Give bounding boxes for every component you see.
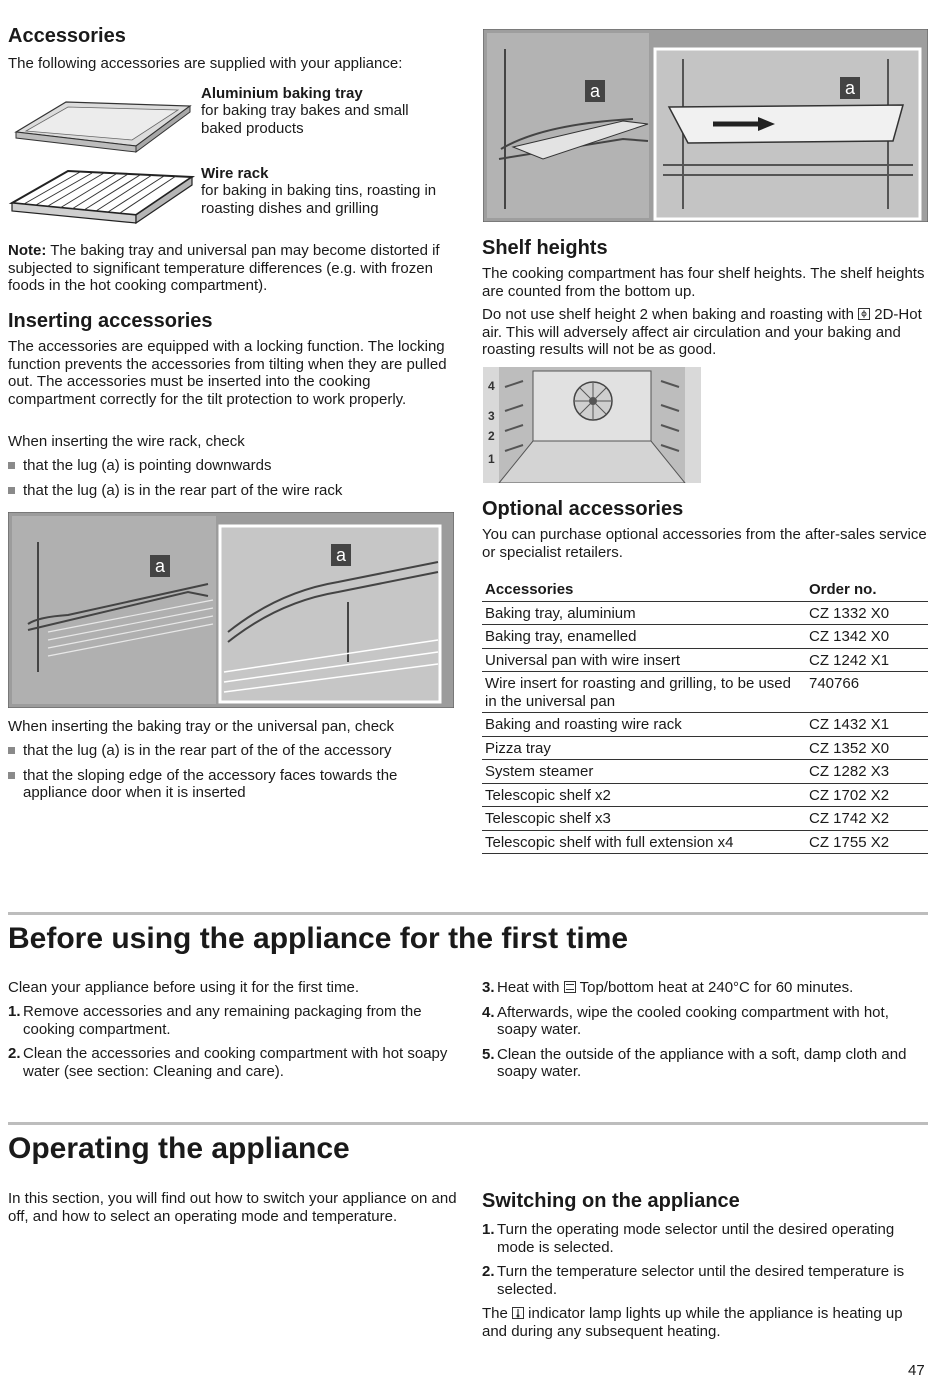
accessories-title: Accessories xyxy=(8,25,126,47)
table-header-order-no: Order no. xyxy=(809,581,877,598)
rack-title: Wire rack xyxy=(201,165,269,182)
rack-bullet: that the lug (a) is in the rear part of the wire rack xyxy=(8,482,456,500)
table-row xyxy=(482,760,928,784)
tray-check: When inserting the baking tray or the universal pan, check xyxy=(8,718,395,735)
note-text: The baking tray and universal pan may become distorted if subjected to significant temperature differences (e.g. with frozen foods in the hot cooking compartment). xyxy=(8,242,440,294)
lamp-text-a: The xyxy=(482,1305,513,1322)
table-row xyxy=(482,625,928,649)
table-cell-order-no: CZ 1755 X2 xyxy=(809,833,890,851)
table-cell-accessory: Wire insert for roasting and grilling, to be used in the universal pan xyxy=(485,675,791,710)
table-cell-order-no: CZ 1432 X1 xyxy=(809,716,890,733)
table-cell-accessory: Telescopic shelf with full extension x4 xyxy=(485,833,734,851)
tray-bullet: that the sloping edge of the accessory faces towards the appliance door when it is inserted xyxy=(8,767,448,802)
before-step xyxy=(8,1045,454,1080)
shelf-level-labels xyxy=(488,376,495,469)
step-number: 1. xyxy=(482,1221,495,1238)
shelf-heights-para2-b: 2D-Hot air. This will adversely affect air circulation and your baking and roasting results will not be as good. xyxy=(482,306,922,358)
step-text-b: Top/bottom heat at 240°C for 60 minutes. xyxy=(575,979,854,996)
wire-rack-insertion-figure xyxy=(8,512,454,708)
step-text: Afterwards, wipe the cooled cooking compartment with hot, soapy water. xyxy=(497,1003,889,1038)
table-cell-accessory: Universal pan with wire insert xyxy=(485,651,681,669)
step-text: Clean the outside of the appliance with a soft, damp cloth and soapy water. xyxy=(497,1045,907,1080)
table-cell-order-no: CZ 1342 X0 xyxy=(809,628,890,645)
rack-bullet: that the lug (a) is pointing downwards xyxy=(8,457,456,475)
lug-label: a xyxy=(331,544,351,566)
shelf-heights-title: Shelf heights xyxy=(482,237,608,259)
shelf-level-4: 4 xyxy=(488,379,495,393)
step-number: 2. xyxy=(482,1263,495,1280)
shelf-heights-para1: The cooking compartment has four shelf heights. The shelf heights are counted from the bottom up. xyxy=(482,265,925,300)
table-cell-accessory: Baking tray, aluminium xyxy=(485,604,636,622)
table-cell-order-no: CZ 1332 X0 xyxy=(809,604,890,622)
lug-label: a xyxy=(150,555,170,577)
table-cell-order-no: CZ 1282 X3 xyxy=(809,763,890,780)
lug-label: a xyxy=(840,77,860,99)
lug-label: a xyxy=(585,80,605,102)
lamp-text-b: indicator lamp lights up while the appliance is heating up and during any subsequent heating. xyxy=(482,1305,903,1340)
step-number: 1. xyxy=(8,1003,21,1020)
table-header-row xyxy=(482,578,928,601)
table-row xyxy=(482,672,928,713)
table-cell-order-no: 740766 xyxy=(809,675,860,692)
heating-indicator-icon xyxy=(512,1307,524,1319)
tray-bullet: that the lug (a) is in the rear part of the of the accessory xyxy=(8,742,448,760)
table-cell-accessory: Telescopic shelf x3 xyxy=(485,810,611,827)
step-number: 2. xyxy=(8,1045,21,1062)
optional-para: You can purchase optional accessories from the after-sales service or specialist retailers. xyxy=(482,526,927,561)
table-cell-accessory: System steamer xyxy=(485,763,594,780)
page-number: 47 xyxy=(908,1362,925,1379)
rack-check: When inserting the wire rack, check xyxy=(8,433,245,450)
table-cell-accessory: Baking and roasting wire rack xyxy=(485,716,682,733)
tray-title: Aluminium baking tray xyxy=(201,85,363,102)
table-header-accessories: Accessories xyxy=(485,581,574,598)
accessories-intro: The following accessories are supplied with your appliance: xyxy=(8,55,403,72)
hot-air-2d-icon xyxy=(858,308,870,320)
table-cell-order-no: CZ 1702 X2 xyxy=(809,786,890,804)
step-number: 4. xyxy=(482,1003,495,1021)
table-row xyxy=(482,713,928,737)
inserting-title: Inserting accessories xyxy=(8,310,213,332)
note xyxy=(8,242,458,295)
top-bottom-heat-icon xyxy=(564,981,576,993)
table-row xyxy=(482,736,928,760)
step-text: Remove accessories and any remaining packaging from the cooking compartment. xyxy=(23,1003,422,1038)
table-cell-order-no: CZ 1742 X2 xyxy=(809,810,890,827)
step-text: Turn the operating mode selector until the desired operating mode is selected. xyxy=(497,1221,895,1256)
shelf-level-3: 3 xyxy=(488,409,495,423)
table-row xyxy=(482,783,928,807)
shelf-heights-para2-a: Do not use shelf height 2 when baking and roasting with xyxy=(482,306,859,323)
inserting-para: The accessories are equipped with a locking function. The locking function prevents the accessories from tilting when they are pulled out. The accessories must be inserted into the cooking compartment correctly for the tilt protection to work properly. xyxy=(8,338,447,408)
wire-rack-illustration xyxy=(6,165,196,235)
shelf-level-2: 2 xyxy=(488,429,495,443)
baking-tray-insertion-figure xyxy=(483,29,928,222)
switch-step xyxy=(482,1263,928,1298)
shelf-level-1: 1 xyxy=(488,452,495,466)
operating-intro: In this section, you will find out how to switch your appliance on and off, and how to select an operating mode and temperature. xyxy=(8,1190,457,1225)
lamp-note xyxy=(482,1305,928,1340)
step-text: Turn the temperature selector until the desired temperature is selected. xyxy=(497,1263,905,1298)
table-row xyxy=(482,807,928,831)
table-cell-accessory: Baking tray, enamelled xyxy=(485,628,637,645)
before-title: Before using the appliance for the first time xyxy=(8,922,629,955)
before-step xyxy=(8,1003,454,1038)
table-row xyxy=(482,648,928,672)
shelf-heights-para2 xyxy=(482,306,934,359)
before-intro: Clean your appliance before using it for the first time. xyxy=(8,979,360,996)
switching-title: Switching on the appliance xyxy=(482,1190,740,1212)
optional-accessories-table xyxy=(482,578,928,854)
step-number: 5. xyxy=(482,1045,495,1063)
rack-desc: for baking in baking tins, roasting in roasting dishes and grilling xyxy=(201,182,437,217)
note-label: Note: xyxy=(8,242,47,259)
step-text: Clean the accessories and cooking compartment with hot soapy water (see section: Cleaning and care). xyxy=(23,1045,448,1080)
shelf-heights-figure xyxy=(483,367,701,483)
step-number: 3. xyxy=(482,979,495,996)
table-cell-order-no: CZ 1352 X0 xyxy=(809,739,890,757)
baking-tray-illustration xyxy=(8,96,193,160)
table-row xyxy=(482,830,928,854)
operating-title: Operating the appliance xyxy=(8,1132,350,1165)
section-divider xyxy=(8,912,928,915)
optional-title: Optional accessories xyxy=(482,498,684,520)
table-row xyxy=(482,601,928,625)
table-cell-accessory: Telescopic shelf x2 xyxy=(485,786,611,804)
before-step xyxy=(482,979,928,997)
table-cell-accessory: Pizza tray xyxy=(485,739,551,757)
before-step xyxy=(482,1004,928,1039)
before-step xyxy=(482,1046,928,1081)
tray-desc: for baking tray bakes and small baked products xyxy=(201,102,409,137)
switch-step xyxy=(482,1221,928,1256)
table-cell-order-no: CZ 1242 X1 xyxy=(809,651,890,669)
step-text-a: Heat with xyxy=(497,979,564,996)
section-divider xyxy=(8,1122,928,1125)
